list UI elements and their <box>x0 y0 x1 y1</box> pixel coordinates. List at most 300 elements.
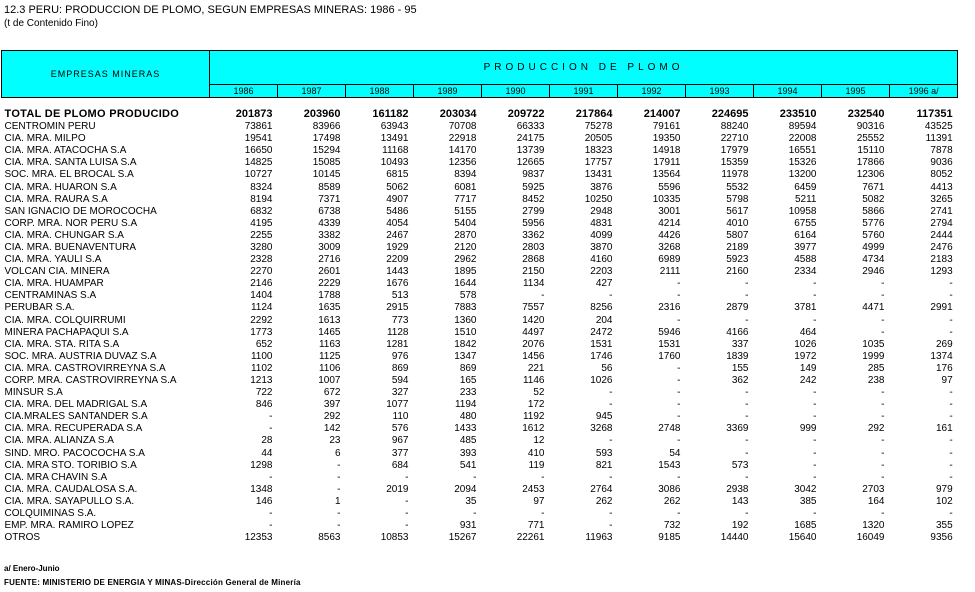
production-value: - <box>881 387 885 399</box>
production-value: 14440 <box>720 532 749 544</box>
production-value: 2703 <box>862 483 885 495</box>
production-value: 155 <box>731 362 749 374</box>
production-value: 1433 <box>454 423 477 435</box>
total-value: 209722 <box>507 107 545 120</box>
production-value: 79161 <box>652 121 681 133</box>
production-table <box>1 50 958 544</box>
production-value: 1895 <box>454 266 477 278</box>
production-value: 1360 <box>454 314 477 326</box>
production-value: 4214 <box>658 217 681 229</box>
production-value: 1531 <box>590 338 613 350</box>
production-value: 7671 <box>862 181 885 193</box>
production-value: 6 <box>334 447 341 459</box>
produccion-header: PRODUCCION DE PLOMO <box>210 51 958 85</box>
production-value: - <box>813 314 817 326</box>
table-row <box>2 435 958 447</box>
production-value: - <box>881 435 885 447</box>
production-value: 327 <box>391 387 409 399</box>
production-value: 11978 <box>721 169 749 181</box>
table-row <box>2 532 958 544</box>
production-value: 2870 <box>454 229 477 241</box>
production-value: 2601 <box>318 266 341 278</box>
table-row <box>2 230 958 242</box>
year-header: 1991 <box>550 85 618 98</box>
production-value: 2476 <box>930 241 953 253</box>
production-value: - <box>813 399 817 411</box>
table-row <box>2 460 958 472</box>
production-value: 12356 <box>448 157 477 169</box>
production-value: 14170 <box>448 145 477 157</box>
production-value: 5211 <box>794 193 817 205</box>
company-name: PERUBAR S.A. <box>4 302 75 314</box>
production-value: 2076 <box>522 338 545 350</box>
production-value: 4831 <box>590 217 613 229</box>
production-value: 9036 <box>930 157 953 169</box>
production-value: 12306 <box>856 169 885 181</box>
production-value: 24175 <box>516 133 545 145</box>
production-value: 1788 <box>318 290 341 302</box>
production-value: 22008 <box>788 133 817 145</box>
production-value: - <box>813 411 817 423</box>
production-value: - <box>813 290 817 302</box>
production-value: - <box>881 290 885 302</box>
total-value: 203960 <box>303 107 341 120</box>
production-value: - <box>337 520 341 532</box>
company-name: CIA. MRA. CHUNGAR S.A <box>4 229 124 241</box>
production-value: 2962 <box>454 254 477 266</box>
production-value: 35 <box>465 495 477 507</box>
production-value: 2946 <box>862 266 885 278</box>
production-value: 2948 <box>590 205 613 217</box>
production-value: 377 <box>391 447 409 459</box>
production-value: 6989 <box>658 254 681 266</box>
production-value: 4195 <box>250 217 273 229</box>
production-value: 6164 <box>794 229 817 241</box>
production-value: 262 <box>595 495 613 507</box>
production-value: 2209 <box>386 254 409 266</box>
production-value: 2189 <box>726 241 749 253</box>
production-value: 485 <box>459 435 477 447</box>
production-value: 8194 <box>250 193 273 205</box>
production-value: 1420 <box>522 314 545 326</box>
production-value: 1839 <box>726 350 749 362</box>
table-row <box>2 399 958 411</box>
production-value: 292 <box>867 423 885 435</box>
year-header: 1992 <box>618 85 686 98</box>
company-name: CIA. MRA. CAUDALOSA S.A. <box>4 483 138 495</box>
production-value: 3086 <box>658 483 681 495</box>
production-value: 1007 <box>318 375 341 387</box>
production-value: 14918 <box>652 145 681 157</box>
table-row <box>2 472 958 484</box>
production-value: 576 <box>391 423 409 435</box>
production-value: 1348 <box>250 483 273 495</box>
production-value: - <box>949 314 953 326</box>
total-label: TOTAL DE PLOMO PRODUCIDO <box>4 107 180 120</box>
production-value: 15110 <box>857 145 885 157</box>
table-row <box>2 351 958 363</box>
production-value: - <box>269 423 273 435</box>
production-value: 14825 <box>244 157 273 169</box>
production-value: 393 <box>459 447 477 459</box>
production-value: 2160 <box>726 266 749 278</box>
production-value: 945 <box>595 411 613 423</box>
total-value: 201873 <box>235 107 273 120</box>
production-value: 15294 <box>312 145 341 157</box>
production-value: 2716 <box>318 254 341 266</box>
production-value: - <box>269 520 273 532</box>
production-value: - <box>677 399 681 411</box>
production-value: 3042 <box>794 483 817 495</box>
production-value: 11168 <box>382 145 409 157</box>
company-name: SOC. MRA. EL BROCAL S.A <box>4 169 134 181</box>
production-value: 262 <box>663 495 681 507</box>
production-value: 1102 <box>250 362 273 374</box>
production-value: 5532 <box>726 181 749 193</box>
production-value: 15326 <box>788 157 817 169</box>
production-value: 1194 <box>454 399 477 411</box>
year-header: 1987 <box>278 85 346 98</box>
production-value: 2879 <box>726 302 749 314</box>
production-value: - <box>405 471 409 483</box>
production-value: 8589 <box>318 181 341 193</box>
production-value: 6755 <box>794 217 817 229</box>
production-value: 7878 <box>930 145 953 157</box>
company-name: CENTROMIN PERU <box>4 121 96 133</box>
production-value: 4339 <box>318 217 341 229</box>
production-value: 1298 <box>250 459 273 471</box>
company-name: OTROS <box>4 532 41 544</box>
production-value: 4426 <box>658 229 681 241</box>
production-value: - <box>813 447 817 459</box>
production-value: 4471 <box>862 302 885 314</box>
production-value: 2229 <box>318 278 341 290</box>
production-value: 773 <box>391 314 409 326</box>
production-value: - <box>677 290 681 302</box>
production-value: 2444 <box>930 229 953 241</box>
production-value: 8394 <box>454 169 477 181</box>
production-value: 16650 <box>244 145 273 157</box>
production-value: 3280 <box>250 241 273 253</box>
production-value: 2019 <box>386 483 409 495</box>
production-value: 5155 <box>454 205 477 217</box>
production-value: 19350 <box>652 133 681 145</box>
production-value: - <box>813 508 817 520</box>
production-value: 146 <box>255 495 273 507</box>
production-value: 3001 <box>658 205 681 217</box>
total-value: 217864 <box>575 107 613 120</box>
table-row <box>2 327 958 339</box>
production-value: - <box>745 278 749 290</box>
production-value: 11391 <box>925 133 953 145</box>
production-value: 1163 <box>318 338 341 350</box>
production-value: 2328 <box>250 254 273 266</box>
production-value: 83966 <box>312 121 341 133</box>
production-value: - <box>405 520 409 532</box>
production-value: 672 <box>323 387 341 399</box>
production-value: 2803 <box>522 241 545 253</box>
production-value: 16551 <box>788 145 817 157</box>
table-row <box>2 181 958 193</box>
production-value: 66333 <box>516 121 545 133</box>
production-value: 10250 <box>584 193 613 205</box>
production-value: 2799 <box>522 205 545 217</box>
production-value: 4413 <box>930 181 953 193</box>
production-value: 5486 <box>386 205 409 217</box>
production-value: 172 <box>527 399 545 411</box>
production-value: 976 <box>391 350 409 362</box>
production-value: 19541 <box>244 133 273 145</box>
year-header: 1995 <box>822 85 890 98</box>
production-value: - <box>949 435 953 447</box>
production-value: 1972 <box>794 350 817 362</box>
production-value: 1213 <box>250 375 273 387</box>
production-value: 63943 <box>380 121 409 133</box>
production-value: 4160 <box>590 254 613 266</box>
production-value: 5866 <box>862 205 885 217</box>
year-header: 1993 <box>686 85 754 98</box>
production-value: - <box>337 471 341 483</box>
production-value: 52 <box>533 387 545 399</box>
production-value: 1077 <box>386 399 409 411</box>
production-value: 17757 <box>584 157 613 169</box>
production-value: 238 <box>867 375 885 387</box>
production-value: - <box>949 471 953 483</box>
production-value: - <box>813 387 817 399</box>
total-value: 232540 <box>847 107 885 120</box>
production-value: 362 <box>731 375 749 387</box>
production-value: 8563 <box>318 532 341 544</box>
production-value: - <box>949 326 953 338</box>
table-row <box>2 242 958 254</box>
production-value: 1465 <box>318 326 341 338</box>
production-value: - <box>745 508 749 520</box>
production-value: - <box>541 471 545 483</box>
production-value: 385 <box>799 495 817 507</box>
company-name: CIA. MRA. YAULI S.A <box>4 254 102 266</box>
production-value: 4907 <box>386 193 409 205</box>
production-value: 1510 <box>454 326 477 338</box>
production-value: 2111 <box>659 266 681 278</box>
production-value: 17498 <box>312 133 341 145</box>
production-value: 1293 <box>930 266 953 278</box>
production-value: 22261 <box>516 532 545 544</box>
production-value: - <box>881 314 885 326</box>
total-value: 224695 <box>711 107 749 120</box>
production-value: 979 <box>935 483 953 495</box>
production-value: 5404 <box>454 217 477 229</box>
production-value: 43525 <box>924 121 953 133</box>
production-value: 8052 <box>930 169 953 181</box>
production-value: 17911 <box>653 157 681 169</box>
production-value: 5807 <box>726 229 749 241</box>
production-value: - <box>269 508 273 520</box>
production-value: 1929 <box>386 241 409 253</box>
table-row <box>2 218 958 230</box>
production-value: 9185 <box>658 532 681 544</box>
production-value: 427 <box>595 278 613 290</box>
empresas-header: EMPRESAS MINERAS <box>2 51 210 98</box>
company-name: CIA. MRA. COLQUIRRUMI <box>4 314 126 326</box>
production-value: 5760 <box>862 229 885 241</box>
production-value: 10958 <box>788 205 817 217</box>
table-row <box>2 278 958 290</box>
production-value: 16049 <box>856 532 885 544</box>
production-value: 4999 <box>862 241 885 253</box>
production-value: 102 <box>935 495 953 507</box>
production-value: 6832 <box>250 205 273 217</box>
table-row <box>2 206 958 218</box>
production-value: - <box>881 471 885 483</box>
production-value: 1644 <box>454 278 477 290</box>
production-value: - <box>949 508 953 520</box>
company-name: CIA. MRA. CASTROVIRREYNA S.A <box>4 362 166 374</box>
production-value: 3362 <box>522 229 545 241</box>
production-value: 5946 <box>658 326 681 338</box>
production-value: 1106 <box>318 362 341 374</box>
table-row <box>2 375 958 387</box>
production-value: 1456 <box>522 350 545 362</box>
production-value: 464 <box>799 326 817 338</box>
production-value: 4099 <box>590 229 613 241</box>
production-value: 192 <box>731 520 749 532</box>
production-value: 89594 <box>788 121 817 133</box>
production-value: 652 <box>255 338 273 350</box>
total-value: 233510 <box>779 107 817 120</box>
year-header: 1990 <box>482 85 550 98</box>
production-value: 4497 <box>522 326 545 338</box>
production-value: 204 <box>595 314 613 326</box>
production-value: 2748 <box>658 423 681 435</box>
production-value: - <box>745 399 749 411</box>
table-row <box>2 169 958 181</box>
production-value: 90316 <box>856 121 885 133</box>
production-value: 4054 <box>386 217 409 229</box>
company-name: CIA. MRA. RAURA S.A <box>4 193 108 205</box>
table-row <box>2 302 958 314</box>
table-row <box>2 145 958 157</box>
production-value: 480 <box>459 411 477 423</box>
production-value: 967 <box>391 435 409 447</box>
production-value: 2183 <box>930 254 953 266</box>
production-value: 2203 <box>590 266 613 278</box>
production-value: - <box>677 387 681 399</box>
production-value: 2472 <box>590 326 613 338</box>
production-value: 2915 <box>386 302 409 314</box>
company-name: SOC. MRA. AUSTRIA DUVAZ S.A <box>4 350 157 362</box>
production-value: - <box>949 278 953 290</box>
production-value: - <box>609 387 613 399</box>
table-row <box>2 157 958 169</box>
production-value: 397 <box>323 399 341 411</box>
production-value: 1100 <box>250 350 273 362</box>
production-value: 2316 <box>658 302 681 314</box>
production-value: - <box>541 290 545 302</box>
total-value: 117351 <box>916 107 953 120</box>
production-value: 142 <box>323 423 341 435</box>
production-value: 594 <box>391 375 409 387</box>
production-value: - <box>745 471 749 483</box>
production-value: 1134 <box>522 278 545 290</box>
production-value: 15267 <box>448 532 477 544</box>
production-value: 13739 <box>516 145 545 157</box>
company-name: CIA. MRA. SAYAPULLO S.A. <box>4 495 135 507</box>
production-value: 5925 <box>522 181 545 193</box>
production-value: 161 <box>935 423 953 435</box>
production-value: 7883 <box>454 302 477 314</box>
production-value: - <box>813 278 817 290</box>
table-row <box>2 423 958 435</box>
company-name: EMP. MRA. RAMIRO LOPEZ <box>4 520 134 532</box>
table-row <box>2 508 958 520</box>
production-value: 573 <box>731 459 749 471</box>
production-value: 355 <box>935 520 953 532</box>
production-value: 5923 <box>726 254 749 266</box>
production-value: - <box>473 471 477 483</box>
production-value: 5596 <box>658 181 681 193</box>
production-value: 1760 <box>658 350 681 362</box>
production-value: 2120 <box>454 241 477 253</box>
production-value: 17979 <box>720 145 749 157</box>
production-value: 285 <box>867 362 885 374</box>
production-value: - <box>949 387 953 399</box>
table-row <box>2 266 958 278</box>
production-value: - <box>677 471 681 483</box>
production-value: - <box>473 508 477 520</box>
company-name: CIA. MRA CHAVIN S.A <box>4 471 108 483</box>
production-value: 10145 <box>312 169 341 181</box>
production-value: 10853 <box>380 532 409 544</box>
production-value: 88240 <box>720 121 749 133</box>
production-value: 233 <box>459 387 477 399</box>
production-value: 337 <box>731 338 749 350</box>
production-value: - <box>949 447 953 459</box>
production-value: 56 <box>601 362 613 374</box>
production-value: 7371 <box>318 193 341 205</box>
production-value: - <box>745 387 749 399</box>
production-value: - <box>541 508 545 520</box>
production-value: 1773 <box>250 326 273 338</box>
production-value: 2146 <box>250 278 273 290</box>
production-value: 2991 <box>930 302 953 314</box>
production-value: - <box>813 459 817 471</box>
production-value: - <box>677 375 681 387</box>
production-value: 73861 <box>244 121 273 133</box>
company-name: CIA. MRA. RECUPERADA S.A <box>4 423 143 435</box>
production-value: 1374 <box>930 350 953 362</box>
production-value: 2150 <box>522 266 545 278</box>
company-name: SAN IGNACIO DE MOROCOCHA <box>4 205 157 217</box>
production-value: 513 <box>391 290 409 302</box>
production-value: 1613 <box>318 314 341 326</box>
production-value: - <box>677 278 681 290</box>
production-value: 292 <box>323 411 341 423</box>
production-value: 846 <box>255 399 273 411</box>
table-row <box>2 290 958 302</box>
company-name: CIA.MRALES SANTANDER S.A <box>4 411 148 423</box>
production-value: - <box>881 447 885 459</box>
production-value: 15640 <box>788 532 817 544</box>
production-value: 2764 <box>590 483 613 495</box>
company-name: CIA. MRA. DEL MADRIGAL S.A <box>4 399 148 411</box>
source-note: FUENTE: MINISTERIO DE ENERGIA Y MINAS-Dirección General de Minería <box>4 578 301 587</box>
page-subtitle: (t de Contenido Fino) <box>4 18 98 29</box>
production-value: - <box>949 399 953 411</box>
production-value: 410 <box>527 447 545 459</box>
production-value: 3870 <box>590 241 613 253</box>
production-value: 2741 <box>930 205 953 217</box>
production-value: 13491 <box>380 133 409 145</box>
